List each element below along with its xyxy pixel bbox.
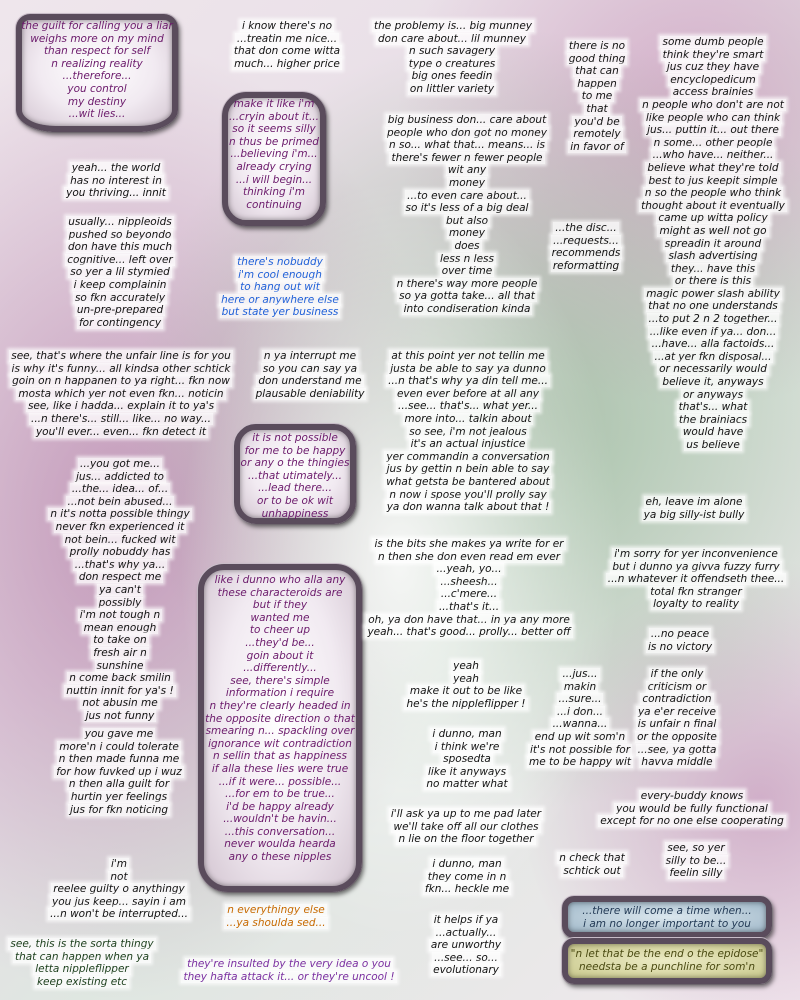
quote-nippleoids: usually... nippleoids pushed so beyondo don have this much cognitive... left over so yer a lil stymied i keep complainin so fkn accurately un-pre-prepared for contingency (67, 216, 173, 329)
quote-nobuddy-cool: there's nobuddy i'm cool enough to hang out wit here or anywhere else but state yer business (221, 256, 339, 319)
quote-big-business: big business don... care about people who don got no money n so... what that... means... is there's fewer n fewer people wit any money ...to even care about... so it's less of a big deal but also money does less n less over time n there's way more people so ya gotta take... all that into condiseration kinda (387, 114, 547, 315)
quote-heckle-me: i dunno, man they come in n fkn... heckle me (424, 858, 510, 896)
quote-unworthy: it helps if ya ...actually... are unworthy ...see... so... evolutionary (430, 914, 502, 977)
quote-sorry-inconvenience: i'm sorry for yer inconvenience but i dunno ya givva fuzzy furry ...n whatever it offendseth thee... total fkn stranger loyalty to reality (607, 548, 785, 611)
quote-interrupt-me: n ya interrupt me so you can say ya don understand me plausable deniability (255, 350, 365, 400)
quote-only-criticism: if the only criticism or contradiction ya e'er receive is unfair n final or the opposite ...see, ya gotta havva middle (637, 668, 717, 769)
quote-silly-feelin: see, so yer silly to be... feelin silly (665, 842, 727, 880)
quote-got-me-addicted: ...you got me... jus... addicted to ...the... idea... of... ...not bein abused... n it's notta possible thingy never fkn experienced it not bein... fucked wit prolly nobuddy has ...that's why ya... don respect me ya can't possibly i'm not tough n mean enough to take on fresh air n sunshine n come back smilin nuttin innit for ya's ! not abusin me jus not funny (50, 458, 190, 722)
quote-time-not-important: ...there will come a time when... i am no longer important to you (582, 905, 752, 930)
quote-sposedta-like: i dunno, man i think we're sposedta like it anyways no matter what (426, 728, 508, 791)
quote-everythingy-else: n everythingy else ...ya shoulda sed... (226, 904, 326, 929)
quote-characteroids: like i dunno who alla any these characteroids are but if they wanted me to cheer up ...they'd be... goin about it ...differently... see, there's simple information i require n they're clearly headed in the opposite direction o that smearing n... spackling over ignorance wit contradiction n sellin that as happiness if alla these lies were true ...if it were... possible... ...for em to be true... i'd be happy already ...wouldn't be havin... ...this conversation... never woulda hearda any o these nipples (205, 574, 355, 864)
quote-guilt-liar: the guilt for calling you a liar weighs more on my mind than respect for self n realizing reality ...therefore... you control my destiny ...wit lies... (21, 20, 173, 121)
quote-treatin-me-nice: i know there's no ...treatin me nice... that don come witta much... higher price (233, 20, 341, 70)
quote-every-buddy-knows: every-buddy knows you would be fully functional except for no one else cooperating (600, 790, 784, 828)
quote-bits-she-makes: is the bits she makes ya write for er n then she don even read em ever ...yeah, yo... ...sheesh... ...c'mere... ...that's it... oh, ya don have that... in ya any more yeah... that's good... prolly... better off (367, 538, 571, 639)
quote-unfair-line: see, that's where the unfair line is for you is why it's funny... all kindsa other schtick goin on n happanen to ya right... fkn now mosta which yer not even fkn... noticin see, like i hadda... explain it to ya's ...n there's... still... like... no way... you'll ever... even... fkn detect it (11, 350, 231, 438)
quote-not-possible-happy: it is not possible for me to be happy or any o the thingies ...that utimately... ...lead there... or to be ok wit unhappiness (240, 432, 350, 520)
quote-sorta-thingy: see, this is the sorta thingy that can happen when ya letta nippleflipper keep existing etc (10, 938, 154, 988)
quote-jus-makin-sure: ...jus... makin ...sure... ...i don... ...wanna... end up wit som'n it's not possible for me to be happy wit (529, 668, 631, 769)
quote-ask-ya-up: i'll ask ya up to me pad later we'll take off all our clothes n lie on the floor together (390, 808, 542, 846)
quote-no-good-thing: there is no good thing that can happen to me that you'd be remotely in favor of (568, 40, 626, 153)
quote-disc-requests: ...the disc... ...requests... recommends reformatting (551, 222, 621, 272)
quote-not-guilty: i'm not reelee guilty o anythingy you jus keep... sayin i am ...n won't be interrupted... (50, 858, 188, 921)
quote-leave-im-alone: eh, leave im alone ya big silly-ist bully (643, 496, 745, 521)
quote-make-it-like-cryin: make it like i'm ...cryin about it... so it seems silly n thus be primed ...believing i'm... already crying ...i will begin... thinking i'm continuing (229, 98, 319, 211)
quote-insulted-idea: they're insulted by the very idea o you they hafta attack it... or they're uncool ! (183, 958, 395, 983)
quote-check-schtick: n check that schtick out (559, 852, 625, 877)
quote-problemy-munney: the problemy is... big munney don care about... lil munney n such savagery type o creatures big ones feedin on littler variety (374, 20, 532, 95)
quote-end-o-epidose: "n let that be the end o the epidose" needsta be a punchline for som'n (570, 948, 764, 973)
quote-dumb-people-smart: some dumb people think they're smart jus cuz they have encyclopedicum access brainies n people who don't are not like people who can think jus... puttin it... out there n some... other people ...who have... neither... believe what they're told best to jus keepit simple n so the people who think thought about it eventually came up witta policy might as well not go spreadin it around slash advertising they... have this or there is this magic power slash ability that no one understands ...to put 2 n 2 together... ...like even if ya... don... ...have... alla factoids... ...at yer fkn disposal... or necessarily would believe it, anyways or anyways that's... what the brainiacs would have us believe (641, 36, 785, 451)
quote-no-peace: ...no peace is no victory (647, 628, 713, 653)
quote-gave-me-more: you gave me more'n i could tolerate n then made funna me for how fuvked up i wuz n then alla guilt for hurtin yer feelings jus for fkn noticing (56, 728, 182, 816)
quote-world-no-interest: yeah... the world has no interest in you thriving... innit (66, 162, 166, 200)
quote-not-tellin-me: at this point yer not tellin me justa be able to say ya dunno ...n that's why ya din tell me... even ever before at all any ...see... that's... what yer... more into... talkin about so see, i'm not jealous it's an actual injustice yer commandin a conversation jus by gettin n bein able to say what getsta be bantered about n now i spose you'll prolly say ya don wanna talk about that ! (386, 350, 550, 514)
quote-nippleflipper: yeah yeah make it out to be like he's the nippleflipper ! (406, 660, 526, 710)
